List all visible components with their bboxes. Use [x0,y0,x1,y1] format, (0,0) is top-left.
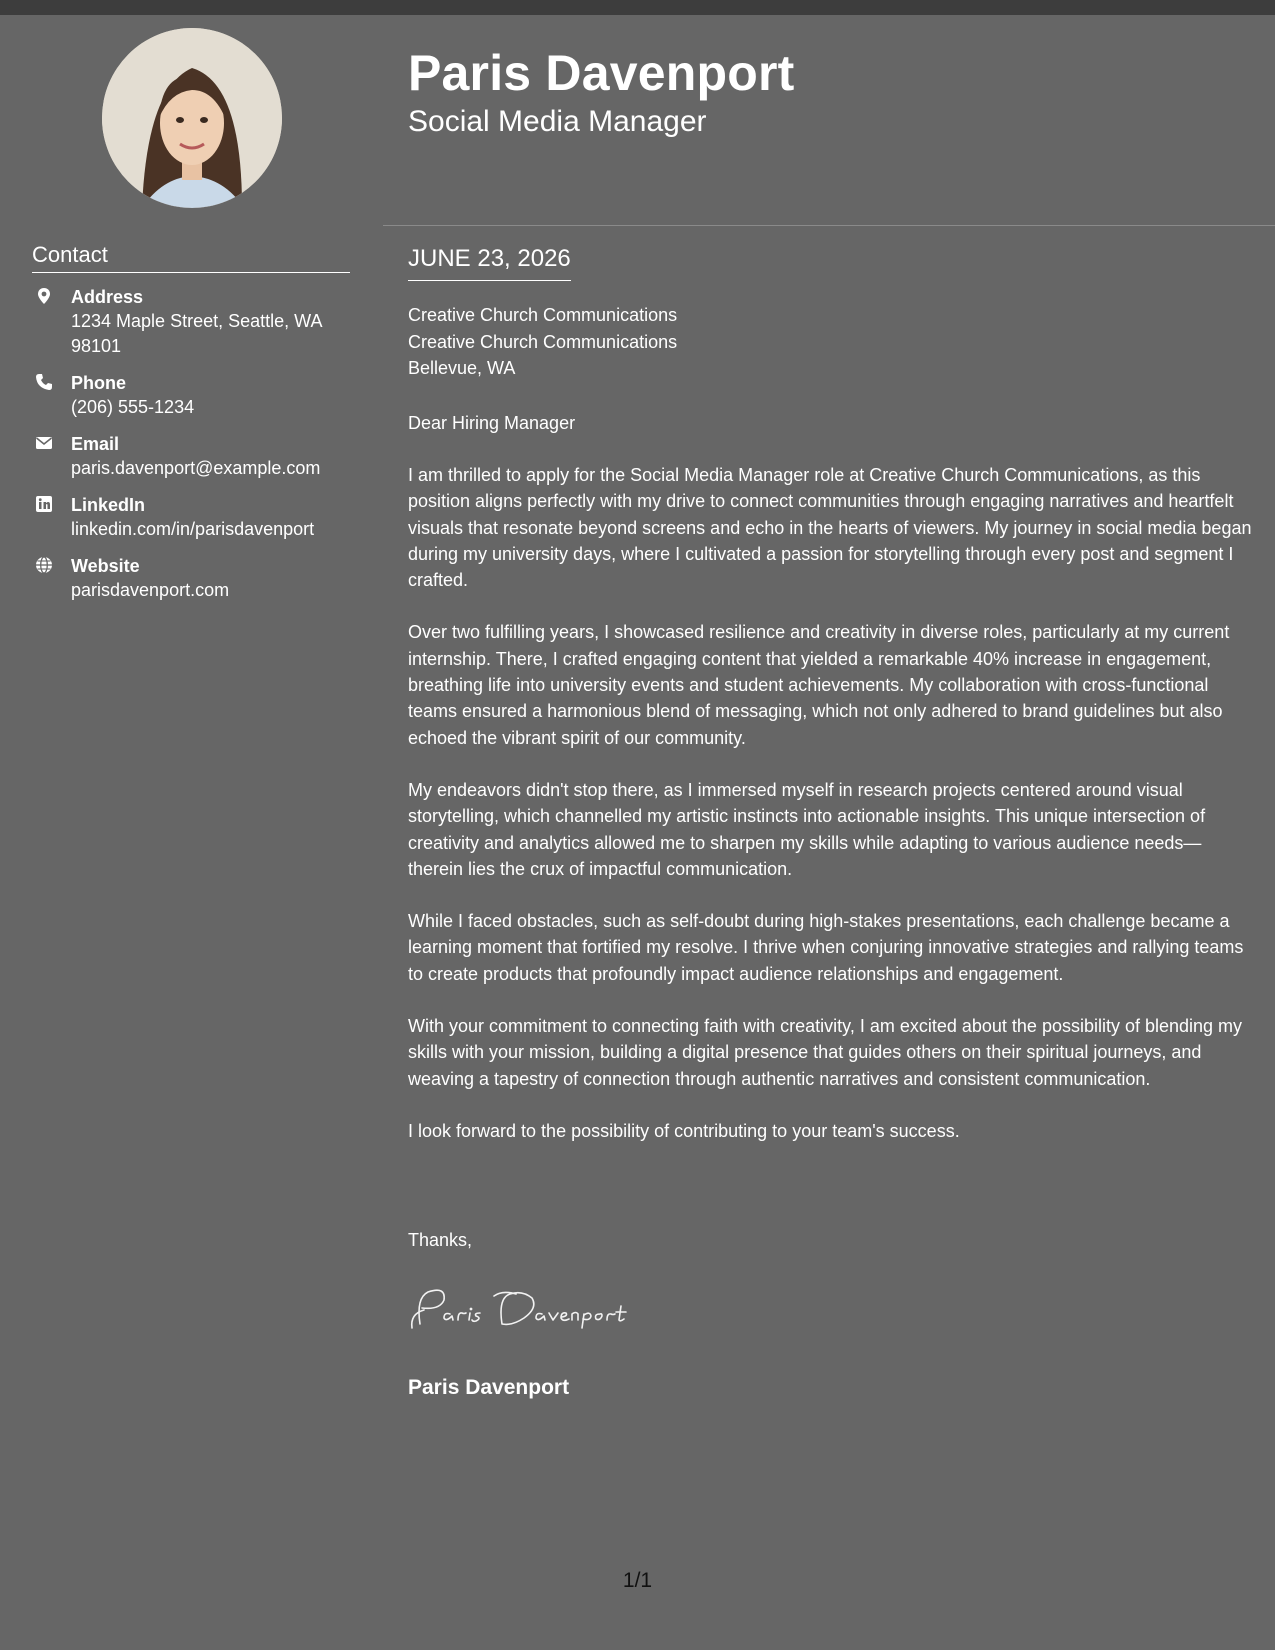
applicant-title: Social Media Manager [408,105,707,138]
contact-website [32,554,362,603]
closing: Thanks, [408,1230,473,1250]
body-paragraph: I am thrilled to apply for the Social Media Manager role at Creative Church Communications, as this position aligns perfectly with my drive to connect communities through engaging narratives and heartfelt visuals that resonate beyond screens and echo in the hearts of viewers. My journey in social media began during my university days, where I cultivated a passion for storytelling through every post and segment I crafted. [408,465,1252,591]
top-bar [0,0,1275,15]
header-divider [383,225,1275,226]
recipient-line: Creative Church Communications [408,331,678,352]
contact-value[interactable]: paris.davenport@example.com [71,458,321,478]
salutation: Dear Hiring Manager [408,413,576,433]
handwritten-signature [406,1284,676,1334]
phone-icon [35,373,53,391]
body-paragraph: My endeavors didn't stop there, as I immersed myself in research projects centered around visual storytelling, which channelled my artistic instincts into actionable insights. This unique intersection of creativity and analytics allowed me to sharpen my skills while adapting to various audience needs—therein lies the crux of impactful communication. [408,779,1206,879]
contact-label: LinkedIn [71,495,146,515]
letter-date: JUNE 23, 2026 [408,244,571,281]
linkedin-icon [35,495,53,513]
page-number: 1/1 [622,1569,653,1592]
body-paragraph: While I faced obstacles, such as self-doubt during high-stakes presentations, each challenge became a learning moment that fortified my resolve. I thrive when conjuring innovative strategies and rallying teams to create products that profoundly impact audience relationships and engagement. [408,911,1244,984]
recipient-block [408,302,1248,382]
contact-list [32,285,362,615]
contact-label: Email [71,434,120,454]
contact-email [32,432,362,481]
recipient-line: Creative Church Communications [408,305,678,325]
recipient-line: Bellevue, WA [408,358,516,378]
contact-value: (206) 555-1234 [71,397,195,417]
contact-address [32,285,362,359]
letter-body [408,462,1253,1170]
signer-name: Paris Davenport [408,1376,570,1399]
globe-icon [35,556,53,574]
contact-phone [32,371,362,420]
contact-value: 1234 Maple Street, Seattle, WA 98101 [71,311,322,356]
body-paragraph: I look forward to the possibility of contributing to your team's success. [408,1120,960,1141]
body-paragraph: With your commitment to connecting faith with creativity, I am excited about the possibility of blending my skills with your mission, building a digital presence that guides others on their spiritual journeys, and weaving a tapestry of connection through authentic narratives and consistent communication. [408,1016,1243,1089]
contact-label: Phone [71,373,127,393]
applicant-name: Paris Davenport [408,45,795,101]
contact-heading: Contact [32,241,350,273]
map-pin-icon [35,287,53,305]
contact-linkedin [32,493,362,542]
profile-photo [102,28,282,208]
contact-value[interactable]: linkedin.com/in/parisdavenport [71,519,315,539]
contact-label: Address [71,287,144,307]
contact-value[interactable]: parisdavenport.com [71,580,230,600]
contact-label: Website [71,556,140,576]
envelope-icon [35,434,53,452]
body-paragraph: Over two fulfilling years, I showcased resilience and creativity in diverse roles, particularly at my current internship. There, I crafted engaging content that yielded a remarkable 40% increase in engagement, breathing life into university events and student achievements. My collaboration with cross-functional teams ensured a harmonious blend of messaging, which not only adhered to brand guidelines but also echoed the vibrant spirit of our community. [408,622,1230,748]
